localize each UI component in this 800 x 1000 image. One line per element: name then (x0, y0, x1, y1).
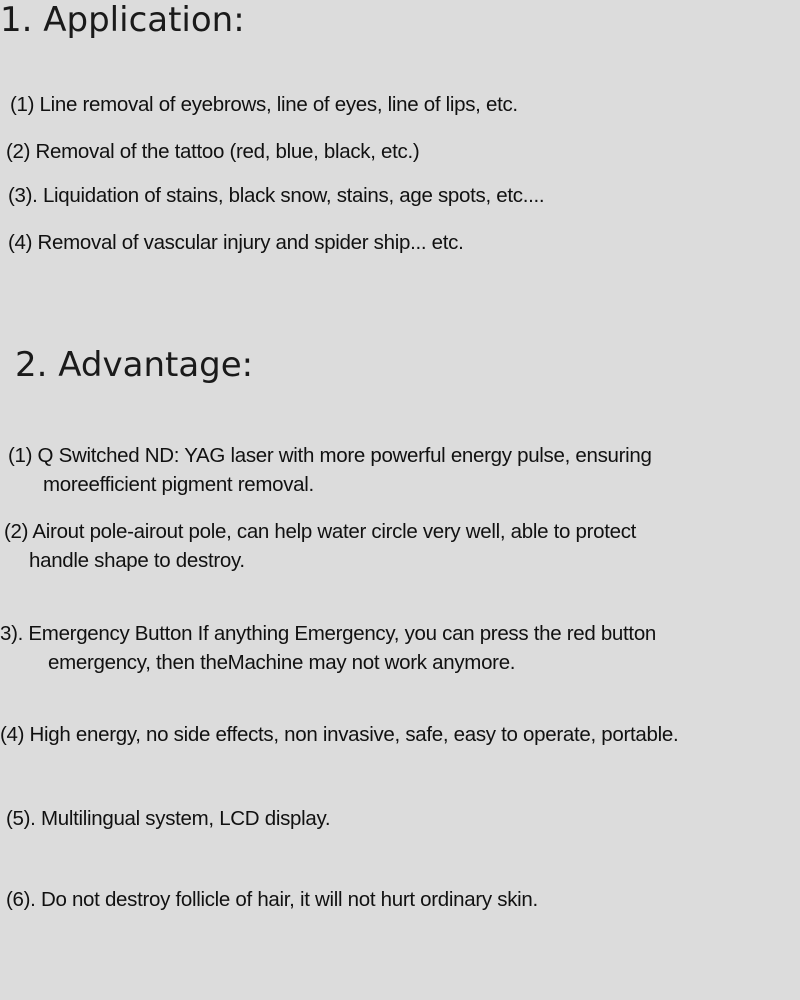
application-item-4: (4) Removal of vascular injury and spider ship... etc. (8, 231, 464, 254)
advantage-item-1 (8, 441, 652, 499)
advantage-item-6 (6, 885, 538, 914)
advantage-item-1-line-2: moreefficient pigment removal. (43, 473, 314, 496)
application-item-1: (1) Line removal of eyebrows, line of eyes, line of lips, etc. (10, 93, 518, 116)
advantage-item-2-line-2: handle shape to destroy. (29, 549, 245, 572)
advantage-item-3 (0, 619, 656, 677)
advantage-item-2 (4, 517, 636, 575)
application-item-3: (3). Liquidation of stains, black snow, stains, age spots, etc.... (8, 184, 545, 207)
advantage-item-4 (0, 720, 678, 749)
advantage-item-2-line-1: (2) Airout pole-airout pole, can help water circle very well, able to protect (4, 520, 637, 543)
advantage-item-3-line-2: emergency, then theMachine may not work anymore. (48, 651, 516, 674)
advantage-heading: 2. Advantage: (15, 345, 254, 385)
advantage-item-6-line-1: (6). Do not destroy follicle of hair, it will not hurt ordinary skin. (6, 888, 538, 911)
advantage-item-3-line-1: 3). Emergency Button If anything Emergency, you can press the red button (0, 622, 657, 645)
advantage-item-5-line-1: (5). Multilingual system, LCD display. (6, 807, 331, 830)
advantage-item-1-line-1: (1) Q Switched ND: YAG laser with more powerful energy pulse, ensuring (8, 444, 652, 467)
advantage-item-5 (6, 804, 330, 833)
advantage-item-4-line-1: (4) High energy, no side effects, non invasive, safe, easy to operate, portable. (0, 723, 679, 746)
application-item-2: (2) Removal of the tattoo (red, blue, black, etc.) (6, 140, 420, 163)
application-heading: 1. Application: (0, 0, 245, 40)
